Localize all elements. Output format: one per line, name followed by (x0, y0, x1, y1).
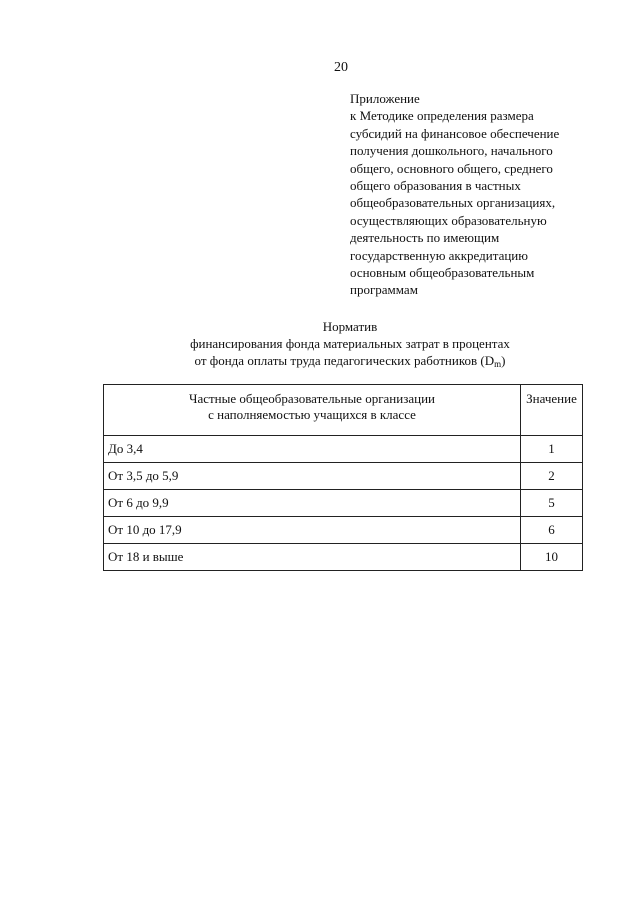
table-row (104, 436, 583, 463)
column-header-organizations (104, 385, 521, 436)
heading-line3-text: от фонда оплаты труда педагогических работников (D (194, 353, 495, 368)
appendix-line: программам (350, 282, 418, 298)
appendix-line: к Методике определения размера (350, 108, 534, 124)
table-row (104, 463, 583, 490)
appendix-line: осуществляющих образовательную (350, 212, 547, 228)
heading-subtitle-2 (100, 352, 600, 373)
column-header-line: Частные общеобразовательные организации (189, 391, 435, 406)
table-cell-value: 5 (521, 490, 583, 517)
table-cell-value: 1 (521, 436, 583, 463)
appendix-line: получения дошкольного, начального (350, 143, 553, 159)
appendix-line: основным общеобразовательным (350, 265, 535, 281)
column-header-line: с наполняемостью учащихся в классе (208, 407, 416, 422)
table-row (104, 544, 583, 571)
heading-title: Норматив (322, 319, 378, 334)
heading-subscript: m (494, 359, 502, 369)
appendix-line: государственную аккредитацию (350, 247, 528, 263)
heading-line3-close: ) (501, 353, 506, 368)
table-row (104, 490, 583, 517)
appendix-line: субсидий на финансовое обеспечение (350, 125, 560, 141)
table-header-row (104, 385, 583, 436)
table-cell-range: От 3,5 до 5,9 (104, 463, 521, 490)
heading-subtitle: финансирования фонда материальных затрат в процентах (190, 336, 510, 351)
page-number: 20 (334, 60, 348, 75)
table-row (104, 517, 583, 544)
table-cell-value: 6 (521, 517, 583, 544)
table-cell-range: До 3,4 (104, 436, 521, 463)
appendix-line: общего образования в частных (350, 178, 521, 194)
column-header-value: Значение (521, 385, 583, 436)
table-cell-range: От 10 до 17,9 (104, 517, 521, 544)
appendix-line: Приложение (350, 91, 420, 106)
norm-heading (100, 318, 600, 373)
appendix-reference (350, 90, 610, 299)
appendix-line: деятельность по имеющим (350, 230, 500, 246)
appendix-line: общего, основного общего, среднего (350, 160, 553, 176)
norm-table (103, 384, 583, 571)
table-cell-value: 10 (521, 544, 583, 571)
table-cell-range: От 18 и выше (104, 544, 521, 571)
table-cell-value: 2 (521, 463, 583, 490)
table-cell-range: От 6 до 9,9 (104, 490, 521, 517)
appendix-line: общеобразовательных организациях, (350, 195, 556, 211)
